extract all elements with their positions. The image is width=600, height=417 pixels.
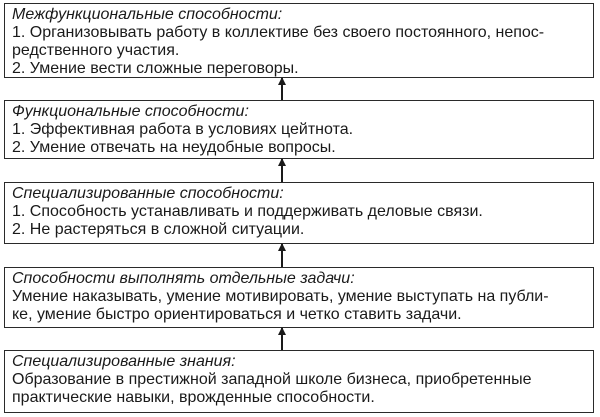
box-title: Специализированные способности: (12, 185, 284, 202)
box-text-line: редственного участия. (12, 42, 180, 59)
box-text-line: 1. Способность устанавливать и поддерживать деловые связи. (12, 203, 483, 220)
arrowhead-icon (278, 243, 286, 251)
box-text-line: 1. Эффективная работа в условиях цейтнота. (12, 121, 354, 138)
arrow-up-icon (281, 159, 283, 182)
arrow-up-icon (281, 244, 283, 267)
box-text-line: ке, умение быстро ориентироваться и четко ставить задачи. (12, 306, 462, 323)
box-functional-abilities (4, 100, 594, 159)
box-specialized-abilities (4, 182, 594, 244)
box-title: Межфункциональные способности: (12, 6, 283, 23)
arrowhead-icon (278, 327, 286, 335)
box-text-line: Образование в престижной западной школе бизнеса, приобретенные (12, 371, 532, 388)
box-text-line: 1. Организовывать работу в коллективе без своего постоянного, непос- (12, 24, 545, 41)
box-text-line: Умение наказывать, умение мотивировать, умение выступать на публи- (12, 288, 549, 305)
box-title: Функциональные способности: (12, 103, 249, 120)
arrow-up-icon (281, 328, 283, 350)
arrow-up-icon (281, 78, 283, 100)
box-text-line: 2. Умение вести сложные переговоры. (12, 60, 299, 77)
box-title: Специализированные знания: (12, 353, 236, 370)
box-cross-functional-abilities (4, 3, 594, 78)
arrowhead-icon (278, 77, 286, 85)
arrowhead-icon (278, 158, 286, 166)
box-text-line: 2. Умение отвечать на неудобные вопросы. (12, 139, 336, 156)
box-specialized-knowledge (4, 350, 594, 413)
box-task-abilities (4, 267, 594, 328)
box-text-line: практические навыки, врожденные способности. (12, 389, 375, 406)
box-title: Способности выполнять отдельные задачи: (12, 270, 355, 287)
box-text-line: 2. Не растеряться в сложной ситуации. (12, 221, 305, 238)
